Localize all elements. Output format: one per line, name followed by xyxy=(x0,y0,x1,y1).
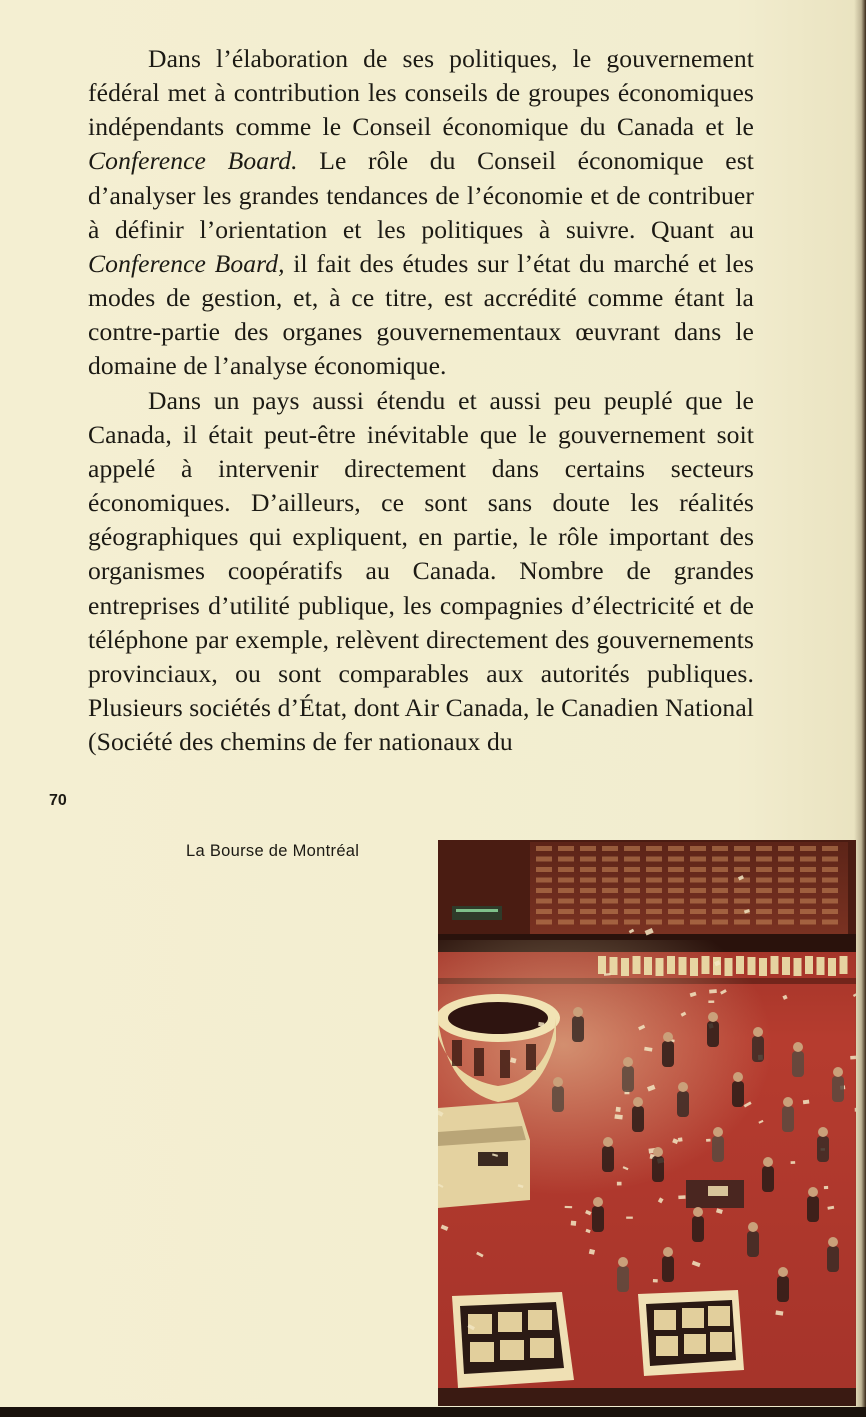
page-number: 70 xyxy=(49,792,67,809)
body-text xyxy=(88,42,754,759)
photo-illustration xyxy=(438,840,856,1406)
text-segment: il fait des études sur l’état du marché et les modes de gestion, et, à ce titre, est accrédité comme étant la contre-partie des organes gouvernementaux œuvrant dans le domaine de l’analyse économique. xyxy=(88,248,754,381)
page-edge-shadow xyxy=(854,0,866,1417)
page-bottom-edge xyxy=(0,1407,866,1417)
italic-text: Conference Board. xyxy=(88,146,298,176)
text-segment: Dans un pays aussi étendu et aussi peu peuplé que le Canada, il était peut-être inévitable que le gouvernement soit appelé à intervenir directement dans certains secteurs économiques. D’ailleurs, ce sont sans doute les réalités géographiques qui expliquent, en partie, le rôle important des organismes coopératifs au Canada. Nombre de grandes entreprises d’utilité publique, les compagnies d’électricité et de téléphone par exemple, relèvent directement des gouvernements provinciaux, ou sont comparables aux autorités publiques. Plusieurs sociétés d’État, dont Air Canada, le Canadien National (Société des chemins de fer nationaux du xyxy=(88,385,754,757)
photo-caption: La Bourse de Montréal xyxy=(186,842,360,860)
paragraph xyxy=(88,42,754,384)
text-segment: Le rôle du Conseil économique est d’analyser les grandes tendances de l’économie et de contribuer à définir l’orientation et les politiques à suivre. Quant au xyxy=(88,146,754,244)
paragraph xyxy=(88,384,754,760)
italic-text: Conference Board, xyxy=(88,248,285,278)
text-segment: Dans l’élaboration de ses politiques, le gouvernement fédéral met à contribution les conseils de groupes économiques indépendants comme le Conseil économique du Canada et le xyxy=(88,44,754,142)
stock-exchange-photo xyxy=(438,840,856,1406)
